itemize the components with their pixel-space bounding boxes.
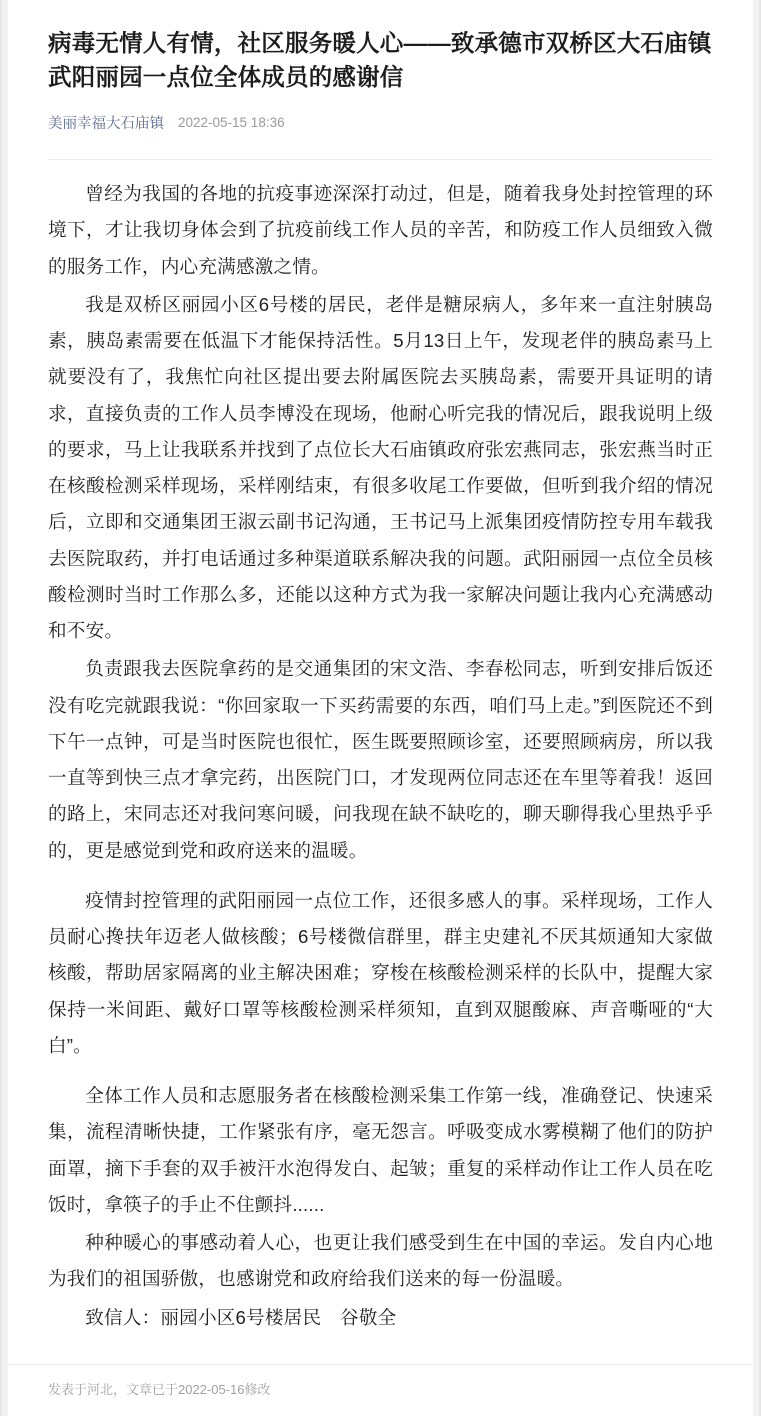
article-meta: [48, 112, 713, 133]
paragraph: 负责跟我去医院拿药的是交通集团的宋文浩、李春松同志，听到安排后饭还没有吃完就跟我说：“你回家取一下买药需要的东西，咱们马上走。”到医院还不到下午一点钟，可是当时医院也很忙，医生既要照顾诊室，还要照顾病房，所以我一直等到快三点才拿完药，出医院门口，才发现两位同志还在车里等着我！返回的路上，宋同志还对我问寒问暖，问我现在缺不缺吃的，聊天聊得我心里热乎乎的，更是感觉到党和政府送来的温暖。: [48, 658, 713, 861]
article-footer-note: 发表于河北，文章已于2022-05-16修改: [2, 1364, 759, 1416]
paragraph: 曾经为我国的各地的抗疫事迹深深打动过，但是，随着我身处封控管理的环境下，才让我切身体会到了抗疫前线工作人员的辛苦，和防疫工作人员细致入微的服务工作，内心充满感激之情。: [48, 183, 713, 277]
paragraph: 种种暖心的事感动着人心，也更让我们感受到生在中国的幸运。发自内心地为我们的祖国骄傲，也感谢党和政府给我们送来的每一份温暖。: [48, 1232, 713, 1290]
account-name-link[interactable]: 美丽幸福大石庙镇: [48, 116, 164, 133]
article-content: [2, 0, 759, 1336]
article-body: [48, 176, 713, 1336]
signature-line: 致信人：丽园小区6号楼居民 谷敬全: [85, 1306, 397, 1328]
paragraph: 我是双桥区丽园小区6号楼的居民，老伴是糖尿病人，多年来一直注射胰岛素，胰岛素需要在低温下才能保持活性。5月13日上午，发现老伴的胰岛素马上就要没有了，我焦忙向社区提出要去附属医院去买胰岛素，需要开具证明的请求，直接负责的工作人员李博没在现场，他耐心听完我的情况后，跟我说明上级的要求，马上让我联系并找到了点位长大石庙镇政府张宏燕同志，张宏燕当时正在核酸检测采样现场，采样刚结束，有很多收尾工作要做，但听到我介绍的情况后，立即和交通集团王淑云副书记沟通，王书记马上派集团疫情防控专用车载我去医院取药，并打电话通过多种渠道联系解决我的问题。武阳丽园一点位全员核酸检测时当时工作那么多，还能以这种方式为我一家解决问题让我内心充满感动和不安。: [48, 293, 713, 642]
publish-timestamp: 2022-05-15 18:36: [178, 115, 285, 131]
paragraph: 全体工作人员和志愿服务者在核酸检测采集工作第一线，准确登记、快速采集，流程清晰快捷，工作紧张有序，毫无怨言。呼吸变成水雾模糊了他们的防护面罩，摘下手套的双手被汗水泡得发白、起皱；重复的采样动作让工作人员在吃饭时，拿筷子的手止不住颤抖......: [48, 1085, 713, 1215]
page-title: 病毒无情人有情，社区服务暖人心——致承德市双桥区大石庙镇武阳丽园一点位全体成员的感谢信: [48, 30, 712, 91]
header-divider: [48, 159, 713, 160]
paragraph: 疫情封控管理的武阳丽园一点位工作，还很多感人的事。采样现场，工作人员耐心搀扶年迈老人做核酸；6号楼微信群里，群主史建礼不厌其烦通知大家做核酸，帮助居家隔离的业主解决困难；穿梭在核酸检测采样的长队中，提醒大家保持一米间距、戴好口罩等核酸检测采样须知，直到双腿酸麻、声音嘶哑的“大白”。: [48, 889, 713, 1056]
